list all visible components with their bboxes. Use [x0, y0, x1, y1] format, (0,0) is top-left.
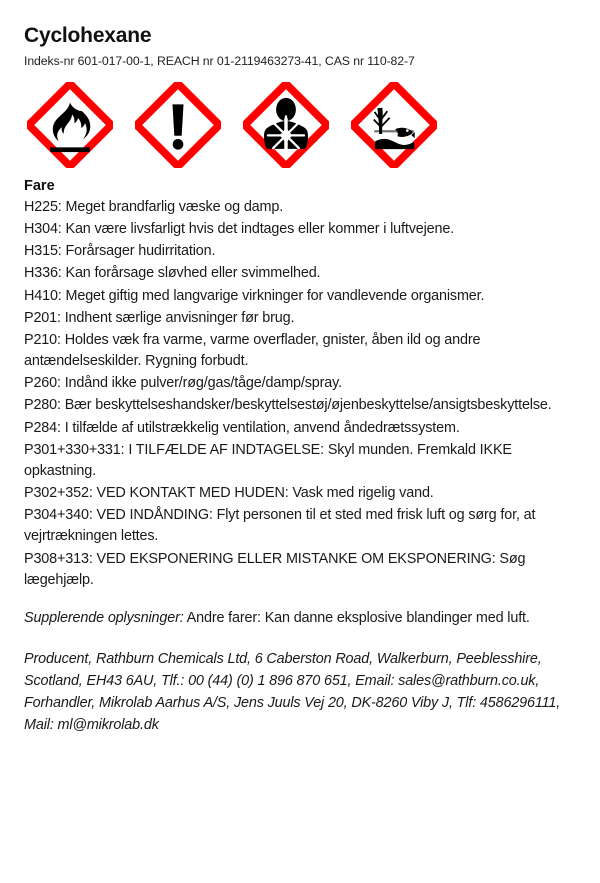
pictogram-ghs09 — [351, 82, 437, 168]
pictogram-ghs02 — [27, 82, 113, 168]
statement-item: P201: Indhent særlige anvisninger før brug. — [24, 309, 295, 326]
supplementary-label: Supplerende oplysninger: — [24, 609, 184, 626]
signal-word: Fare — [24, 177, 55, 194]
supplementary-information — [24, 608, 578, 629]
statement-item: H336: Kan forårsage sløvhed eller svimmelhed. — [24, 265, 321, 282]
pictogram-ghs07 — [135, 82, 221, 168]
hazard-statement-list — [24, 197, 578, 591]
statement-item: P302+352: VED KONTAKT MED HUDEN: Vask med rigelig vand. — [24, 485, 434, 502]
statement-item: P260: Indånd ikke pulver/røg/gas/tåge/damp/spray. — [24, 375, 342, 392]
page-title: Cyclohexane — [24, 24, 152, 47]
statement-item: P308+313: VED EKSPONERING ELLER MISTANKE OM EKSPONERING: Søg lægehjælp. — [24, 550, 526, 588]
statement-item: P210: Holdes væk fra varme, varme overflader, gnister, åben ild og andre antændelseskilder. Rygning forbudt. — [24, 331, 481, 370]
statement-item: H315: Forårsager hudirritation. — [24, 243, 216, 260]
pictogram-row — [24, 82, 578, 168]
supplementary-text: Andre farer: Kan danne eksplosive blandinger med luft. — [183, 609, 530, 626]
supplier-information: Producent, Rathburn Chemicals Ltd, 6 Caberston Road, Walkerburn, Peeblesshire, Scotland, EH43 6AU, Tlf.: 00 (44) (0) 1 896 870 651, Email: sales@rathburn.co.uk, Forhandler, Mikrolab Aarhus A/S, Jens Juuls Vej 20, DK-8260 Viby J, Tlf: 4586296111, Mail: ml@mikrolab.dk — [24, 651, 561, 733]
environment-hazard-icon — [351, 82, 437, 168]
exclamation-mark-icon — [135, 82, 221, 168]
statement-item: H304: Kan være livsfarligt hvis det indtages eller kommer i luftvejene. — [24, 221, 455, 238]
statement-item: H225: Meget brandfarlig væske og damp. — [24, 198, 284, 215]
statement-item: H410: Meget giftig med langvarige virkninger for vandlevende organismer. — [24, 287, 485, 304]
flame-icon — [27, 82, 113, 168]
pictogram-ghs08 — [243, 82, 329, 168]
health-hazard-icon — [243, 82, 329, 168]
statement-item: P284: I tilfælde af utilstrækkelig ventilation, anvend åndedrætssystem. — [24, 419, 460, 436]
statement-item: P301+330+331: I TILFÆLDE AF INDTAGELSE: Skyl munden. Fremkald IKKE opkastning. — [24, 441, 512, 479]
statement-item: P280: Bær beskyttelseshandsker/beskyttelsestøj/øjenbeskyttelse/ansigtsbeskyttelse. — [24, 397, 552, 414]
substance-identifiers: Indeks-nr 601-017-00-1, REACH nr 01-2119463273-41, CAS nr 110-82-7 — [24, 54, 415, 69]
statement-item: P304+340: VED INDÅNDING: Flyt personen til et sted med frisk luft og sørg for, at vejrtrækningen lettes. — [24, 507, 536, 545]
